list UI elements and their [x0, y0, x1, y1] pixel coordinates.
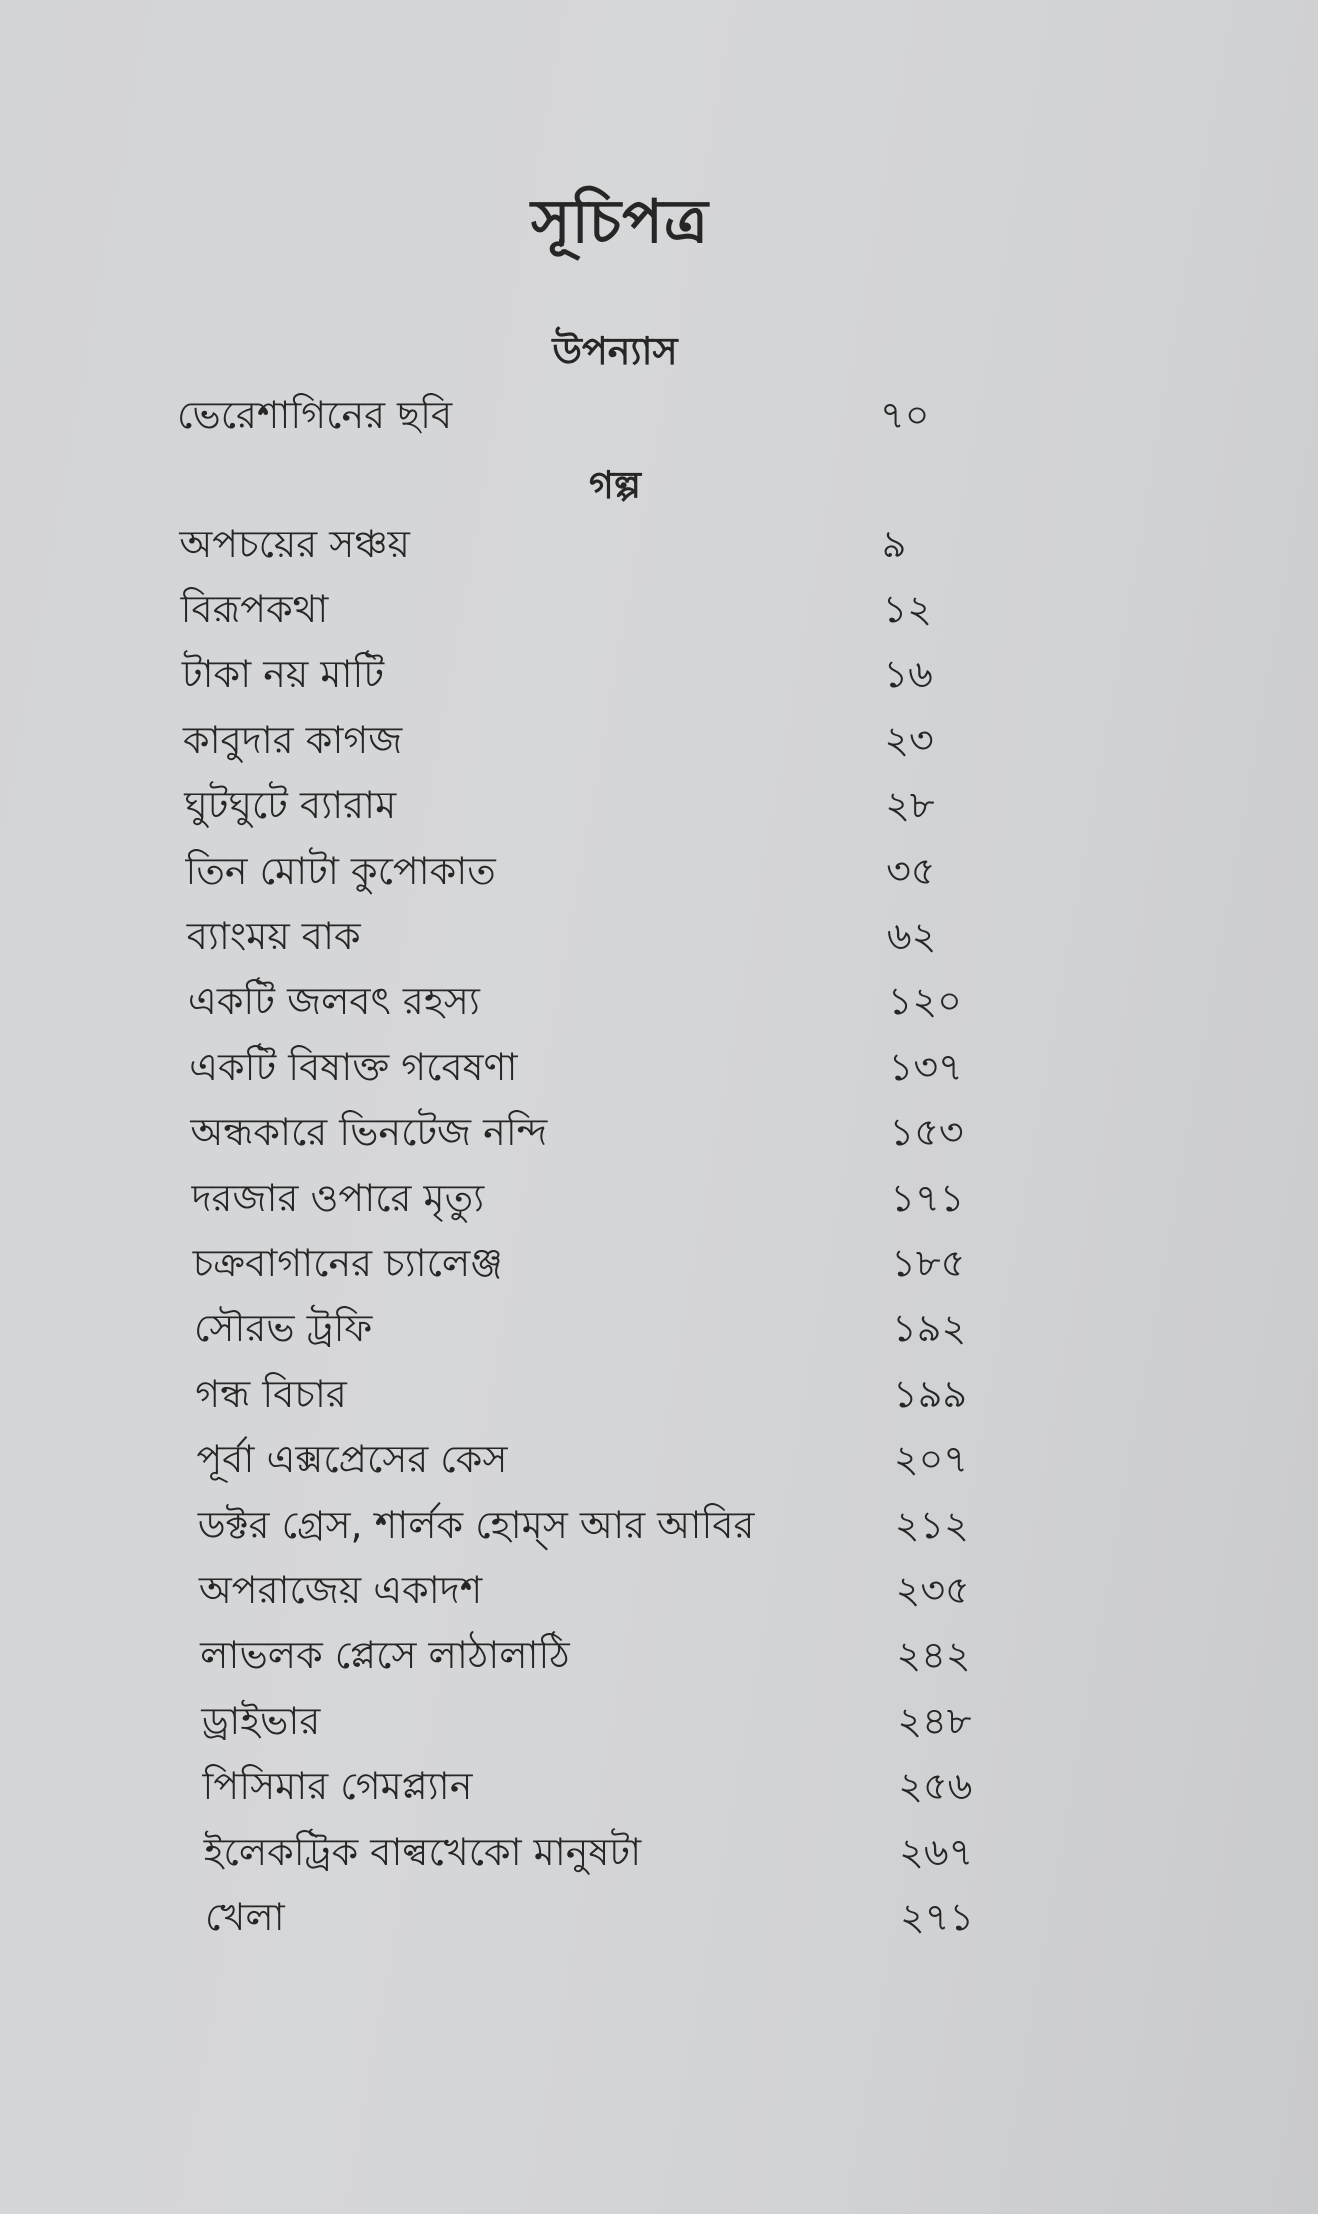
entry-page-number: ১৯২	[892, 1306, 967, 1350]
entry-title: অপচয়ের সঞ্চয়	[179, 522, 410, 566]
entry-title: ড্রাইভার	[201, 1699, 321, 1743]
page-title: সূচিপত্র	[531, 187, 709, 257]
entry-title: ইলেকট্রিক বাল্বখেকো মানুষটা	[203, 1830, 642, 1874]
entry-title: ডক্টর গ্রেস, শার্লক হোম্স আর আবির	[197, 1503, 755, 1547]
list-item	[194, 1300, 1032, 1356]
entry-title: দরজার ওপারে মৃত্যু	[191, 1176, 485, 1220]
entry-title: বিরূপকথা	[180, 587, 329, 631]
list-item	[184, 777, 1025, 833]
list-item	[186, 843, 1027, 899]
list-item	[193, 1235, 1031, 1291]
entry-title: কাবুদার কাগজ	[183, 718, 403, 762]
entry-page-number: ৭০	[880, 393, 930, 437]
entry-page-number: ১৯৯	[893, 1372, 968, 1416]
entry-page-number: ২৩	[884, 718, 934, 762]
entry-page-number: ২০৭	[893, 1437, 969, 1481]
list-item	[188, 973, 1028, 1029]
list-item	[179, 516, 1021, 572]
entry-title: অন্ধকারে ভিনটেজ নন্দি	[190, 1110, 548, 1154]
list-item	[183, 712, 1024, 768]
list-item	[200, 1627, 1036, 1683]
entry-page-number: ১৭১	[890, 1176, 965, 1220]
entry-title: লাভলক প্লেসে লাঠালাঠি	[200, 1633, 570, 1677]
entry-title: তিন মোটা কুপোকাত	[185, 849, 496, 893]
list-item	[196, 1431, 1033, 1487]
entry-title: পিসিমার গেমপ্ল্যান	[202, 1764, 473, 1808]
entry-title: ভেরেশাগিনের ছবি	[177, 393, 453, 437]
entry-title: একটি বিষাক্ত গবেষণা	[189, 1045, 518, 1089]
section-heading: গল্প	[588, 463, 642, 507]
entry-page-number: ২৪২	[896, 1633, 971, 1677]
entry-title: অপরাজেয় একাদশ	[198, 1568, 483, 1612]
entry-page-number: ১৬	[883, 652, 933, 696]
entry-page-number: ২৩৫	[895, 1568, 970, 1612]
list-item	[190, 1104, 1029, 1160]
entry-title: সৌরভ ট্রফি	[194, 1306, 373, 1350]
list-item	[181, 581, 1023, 637]
list-item	[195, 1366, 1033, 1422]
entry-page-number: ১২০	[887, 979, 962, 1023]
entry-page-number: ৬২	[886, 914, 937, 958]
entry-page-number: ২৭১	[900, 1895, 975, 1939]
list-item	[177, 387, 1020, 443]
list-item	[189, 1039, 1029, 1095]
entry-page-number: ৩৫	[886, 849, 936, 893]
list-item	[187, 908, 1027, 964]
list-item	[203, 1758, 1039, 1814]
entry-page-number: ২৮	[885, 783, 935, 827]
entry-page-number: ২৬৭	[899, 1830, 974, 1874]
list-item	[204, 1824, 1039, 1880]
entry-title: টাকা নয় মাটি	[181, 652, 385, 696]
entry-page-number: ২৪৮	[897, 1699, 972, 1743]
entry-page-number: ২১২	[894, 1503, 969, 1547]
list-item	[182, 646, 1024, 702]
entry-title: একটি জলবৎ রহস্য	[187, 979, 480, 1023]
entry-title: পূর্বা এক্সপ্রেসের কেস	[196, 1437, 508, 1481]
entry-title: গন্ধ বিচার	[195, 1372, 347, 1416]
entry-page-number: ১৮৫	[891, 1241, 966, 1285]
entry-page-number: ২৫৬	[898, 1764, 973, 1808]
entry-page-number: ১২	[882, 587, 932, 631]
list-item	[198, 1497, 1035, 1553]
entry-title: ব্যাংময় বাক	[186, 914, 361, 958]
entry-title: খেলা	[205, 1895, 285, 1939]
section-heading: উপন্যাস	[552, 329, 678, 373]
entry-title: ঘুটঘুটে ব্যারাম	[184, 783, 397, 827]
entry-page-number: ৯	[881, 522, 907, 566]
list-item	[201, 1693, 1037, 1749]
entry-page-number: ১৩৭	[888, 1045, 963, 1089]
entry-title: চক্রবাগানের চ্যালেঞ্জ	[192, 1241, 503, 1285]
entry-page-number: ১৫৩	[889, 1110, 964, 1154]
list-item	[192, 1170, 1031, 1226]
list-item	[205, 1889, 1040, 1945]
list-item	[199, 1562, 1036, 1618]
